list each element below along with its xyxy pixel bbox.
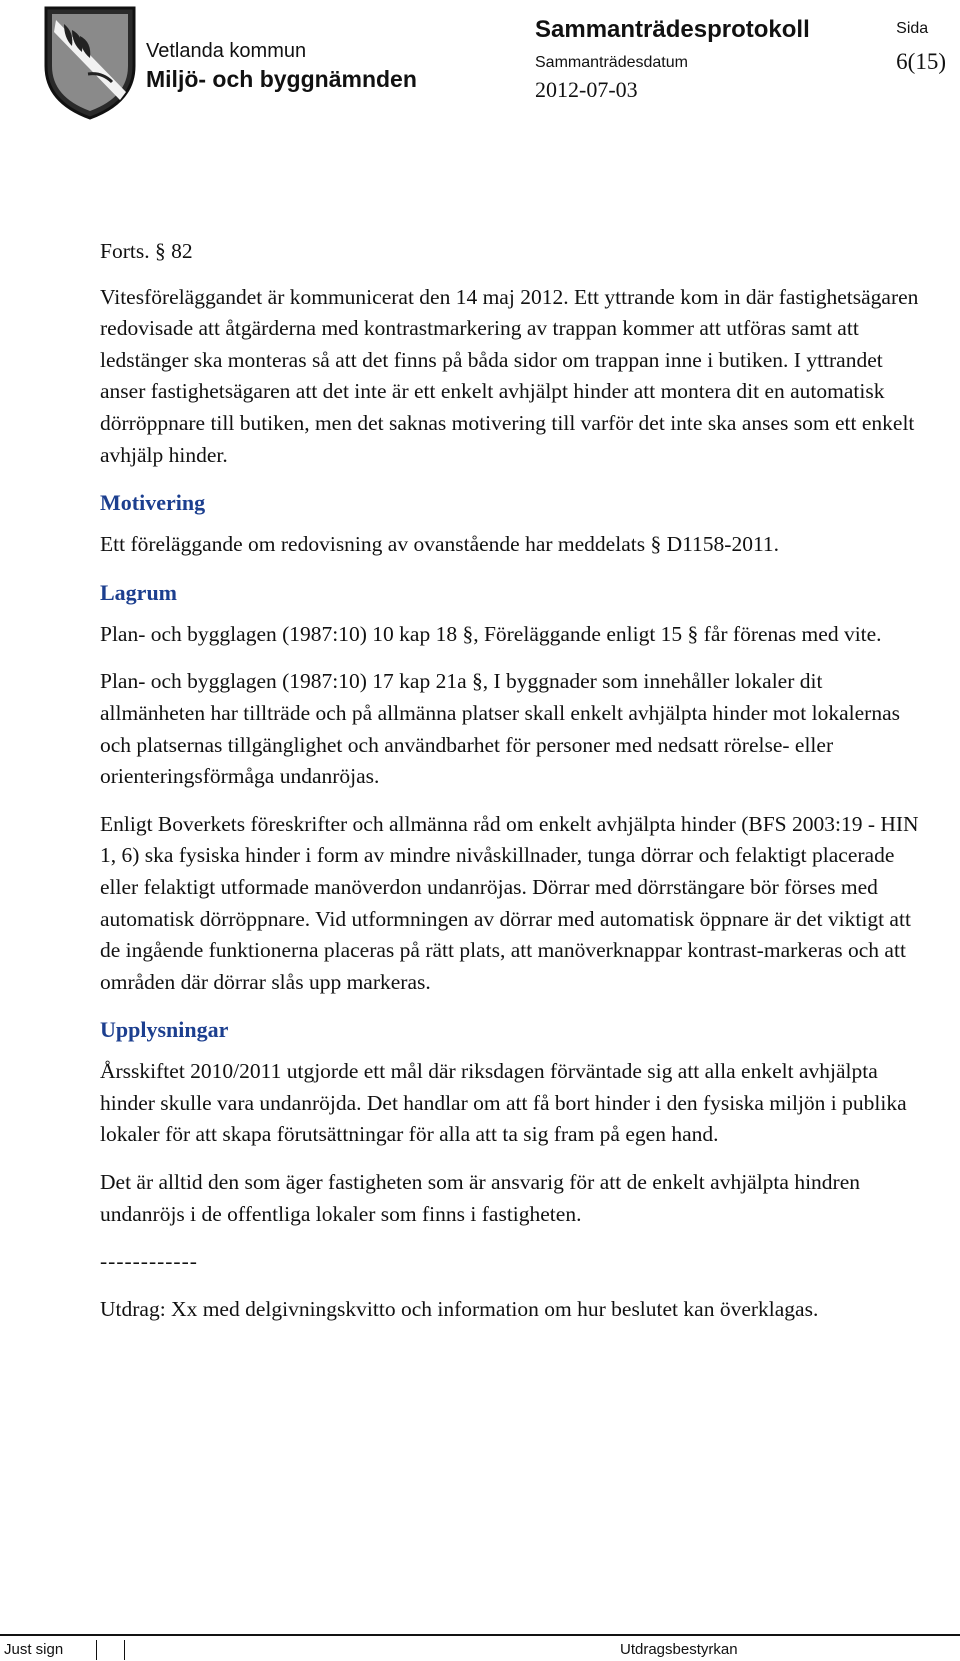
footer-divider bbox=[0, 1634, 960, 1636]
page-number-block bbox=[896, 18, 946, 76]
paragraph-lagrum-3: Enligt Boverkets föreskrifter och allmänna råd om enkelt avhjälpta hinder (BFS 2003:19 - HIN 1, 6) ska fysiska hinder i form av mindre nivåskillnader, tunga dörrar och felaktigt placerade eller felaktigt utformade manöverdon undanröjas. Dörrar med dörrstängare bör förses med automatisk dörröppnare. Vid utformningen av dörrar med automatisk öppnare är det viktigt att de ingående funktionerna placeras på rätt plats, att manöverknappar kontrast-markeras och att områden där dörrar slås upp markeras. bbox=[100, 811, 919, 994]
just-sign-label: Just sign bbox=[4, 1641, 64, 1658]
meeting-date-label: Sammanträdesdatum bbox=[535, 54, 688, 71]
paragraph-utdrag: Utdrag: Xx med delgivningskvitto och information om hur beslutet kan överklagas. bbox=[100, 1296, 819, 1321]
heading-motivering: Motivering bbox=[100, 490, 206, 516]
document-body bbox=[100, 236, 920, 1341]
page-label: Sida bbox=[896, 20, 929, 37]
page-number: 6(15) bbox=[896, 49, 946, 74]
protocol-title: Sammanträdesprotokoll bbox=[535, 16, 810, 43]
paragraph-lagrum-2: Plan- och bygglagen (1987:10) 17 kap 21a §, I byggnader som innehåller lokaler dit allmänheten har tillträde och på allmänna platser skall enkelt avhjälpta hinder mot lokalernas och platsernas tillgänglighet och användbarhet för personer med nedsatt rörelse- eller orienteringsförmåga undanröjas. bbox=[100, 669, 900, 789]
continuation-note: Forts. § 82 bbox=[100, 239, 193, 263]
just-sign-box bbox=[96, 1640, 124, 1660]
paragraph-vitesforelaggande: Vitesföreläggandet är kommunicerat den 14 maj 2012. Ett yttrande kom in där fastighetsägaren redovisade att åtgärderna med kontrastmarkering av trappan kommer att utföras samt att ledstänger ska monteras så att det finns på båda sidor om trappan inne i butiken. I yttrandet anser fastighetsägaren att det inte är ett enkelt avhjälpt hinder att montera dit en automatisk dörröppnare till butiken, men det saknas motivering till varför det inte ska anses som ett enkelt avhjälp hinder. bbox=[100, 284, 919, 467]
board-name: Miljö- och byggnämnden bbox=[146, 66, 417, 92]
separator-line: ------------ bbox=[100, 1249, 198, 1274]
municipal-crest-logo bbox=[42, 4, 138, 122]
heading-upplysningar: Upplysningar bbox=[100, 1017, 229, 1043]
paragraph-lagrum-1: Plan- och bygglagen (1987:10) 10 kap 18 §, Föreläggande enligt 15 § får förenas med vite. bbox=[100, 621, 882, 646]
organization-block bbox=[146, 38, 417, 94]
paragraph-upplysningar-2: Det är alltid den som äger fastigheten som är ansvarig för att de enkelt avhjälpta hindren undanröjs i de offentliga lokaler som finns i fastigheten. bbox=[100, 1170, 860, 1226]
utdragsbestyrkan-label: Utdragsbestyrkan bbox=[620, 1641, 738, 1658]
just-sign-box bbox=[124, 1640, 152, 1660]
paragraph-motivering: Ett föreläggande om redovisning av ovanstående har meddelats § D1158-2011. bbox=[100, 532, 780, 557]
municipality-name: Vetlanda kommun bbox=[146, 40, 307, 62]
protocol-block bbox=[535, 14, 810, 104]
paragraph-upplysningar-1: Årsskiftet 2010/2011 utgjorde ett mål där riksdagen förväntade sig att alla enkelt avhjälpta hinder skulle vara undanröjda. Det handlar om att få bort hinder i den fysiska miljön i publika lokaler för att skapa förutsättningar för alla att ta sig fram på egen hand. bbox=[100, 1059, 907, 1147]
meeting-date-value: 2012-07-03 bbox=[535, 77, 638, 102]
heading-lagrum: Lagrum bbox=[100, 579, 177, 605]
